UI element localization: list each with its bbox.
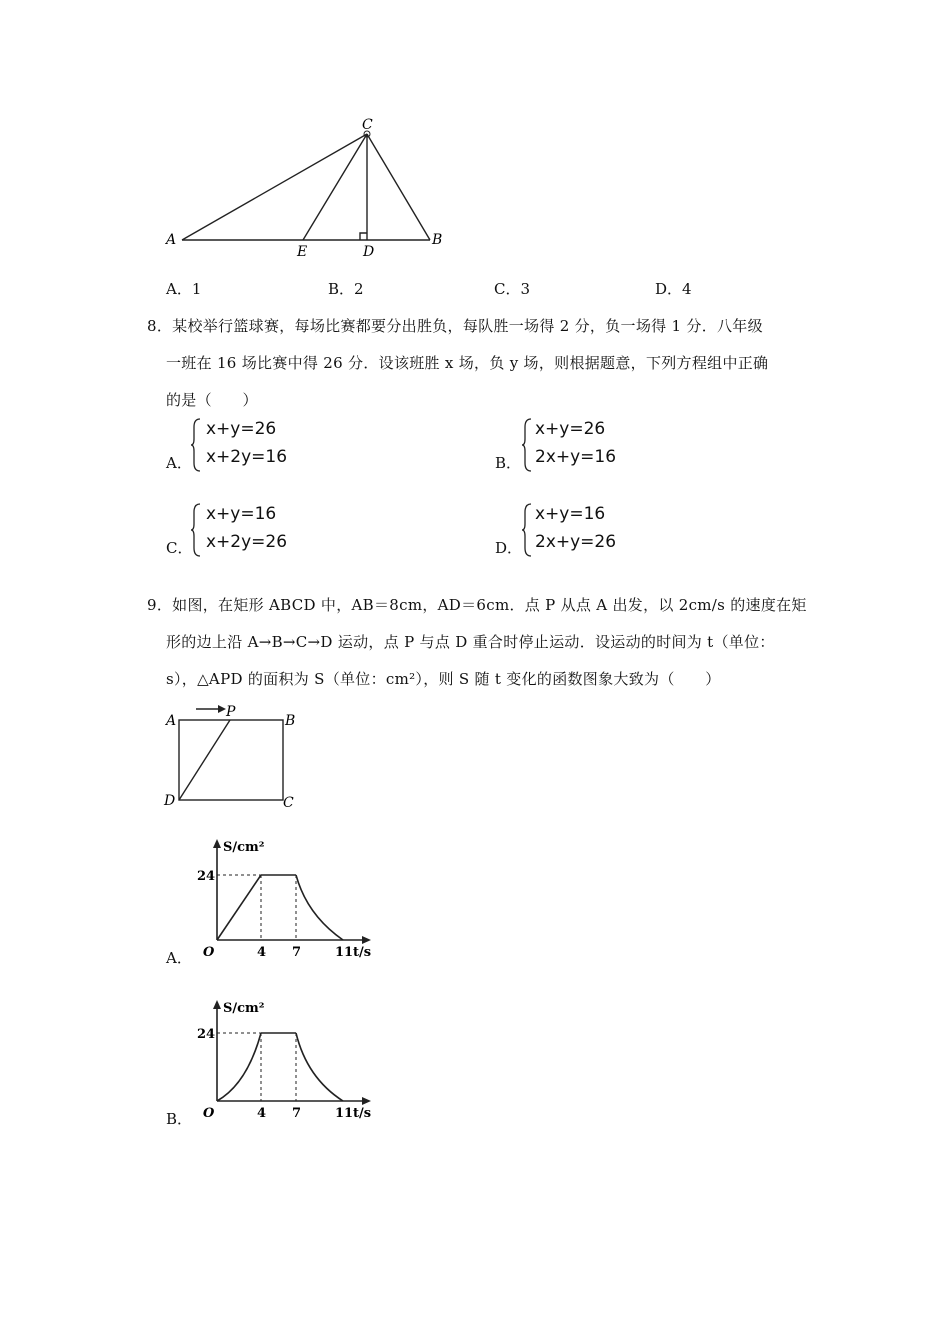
brace-icon xyxy=(521,417,533,473)
q8-option-a-system: x+y=26 x+2y=16 xyxy=(206,419,288,467)
q9-line3: s），△APD 的面积为 S（单位：cm²），则 S 随 t 变化的函数图象大致为（ ） xyxy=(166,670,721,688)
graph-b-xtick: 4 xyxy=(257,1106,267,1121)
q8-option-a-label: A． xyxy=(166,454,192,472)
q9-option-a-label: A． xyxy=(166,949,192,967)
graph-b-origin: O xyxy=(203,1106,215,1121)
rect-label-A: A xyxy=(166,713,177,729)
graph-a-xlabel: t/s xyxy=(353,945,372,960)
graph-b-ylabel: S/cm² xyxy=(223,1001,265,1016)
q9-line2: 形的边上沿 A→B→C→D 运动，点 P 与点 D 重合时停止运动．设运动的时间为 t（单位： xyxy=(166,633,775,651)
q8-option-c-label: C． xyxy=(166,539,193,557)
rect-label-D: D xyxy=(164,793,176,809)
graph-b-xlabel: t/s xyxy=(353,1106,372,1121)
rect-label-B: B xyxy=(285,713,296,729)
brace-icon xyxy=(190,417,202,473)
q7-option-a: A．1 xyxy=(166,280,202,298)
graph-b-xtick: 7 xyxy=(292,1106,302,1121)
graph-a-xtick: 7 xyxy=(292,945,302,960)
q7-option-d: D．4 xyxy=(655,280,692,298)
triangle-figure xyxy=(160,110,460,260)
label-C: C xyxy=(362,117,373,133)
q8-option-b-system: x+y=26 2x+y=16 xyxy=(535,419,617,467)
q8-option-c-system: x+y=16 x+2y=26 xyxy=(206,504,288,552)
q8-line3: 的是（ ） xyxy=(166,391,258,409)
rect-label-C: C xyxy=(283,795,294,811)
graph-b-xtick: 11 xyxy=(335,1106,354,1121)
q9-line1: 9．如图，在矩形 ABCD 中，AB＝8cm，AD＝6cm．点 P 从点 A 出发，以 2cm/s 的速度在矩 xyxy=(147,596,807,614)
graph-a-xtick: 4 xyxy=(257,945,267,960)
label-D: D xyxy=(363,244,375,260)
graph-b xyxy=(195,996,385,1126)
q8-line1: 8．某校举行篮球赛，每场比赛都要分出胜负，每队胜一场得 2 分，负一场得 1 分．八年级 xyxy=(147,317,763,335)
q7-option-b: B．2 xyxy=(328,280,364,298)
rectangle-figure xyxy=(160,700,310,815)
graph-a-ylabel: S/cm² xyxy=(223,840,265,855)
q8-line2: 一班在 16 场比赛中得 26 分．设该班胜 x 场，负 y 场，则根据题意，下列方程组中正确 xyxy=(166,354,769,372)
graph-a-xtick: 11 xyxy=(335,945,354,960)
graph-a-ytick: 24 xyxy=(197,869,216,884)
label-A: A xyxy=(166,232,177,248)
label-B: B xyxy=(432,232,443,248)
graph-a-origin: O xyxy=(203,945,215,960)
q8-option-d-system: x+y=16 2x+y=26 xyxy=(535,504,617,552)
q8-option-d-label: D． xyxy=(495,539,523,557)
label-E: E xyxy=(297,244,308,260)
graph-a xyxy=(195,835,385,965)
graph-b-ytick: 24 xyxy=(197,1027,216,1042)
q9-option-b-label: B． xyxy=(166,1110,193,1128)
q8-option-b-label: B． xyxy=(495,454,522,472)
rect-label-P: P xyxy=(226,704,236,720)
brace-icon xyxy=(521,502,533,558)
brace-icon xyxy=(190,502,202,558)
q7-option-c: C．3 xyxy=(494,280,531,298)
